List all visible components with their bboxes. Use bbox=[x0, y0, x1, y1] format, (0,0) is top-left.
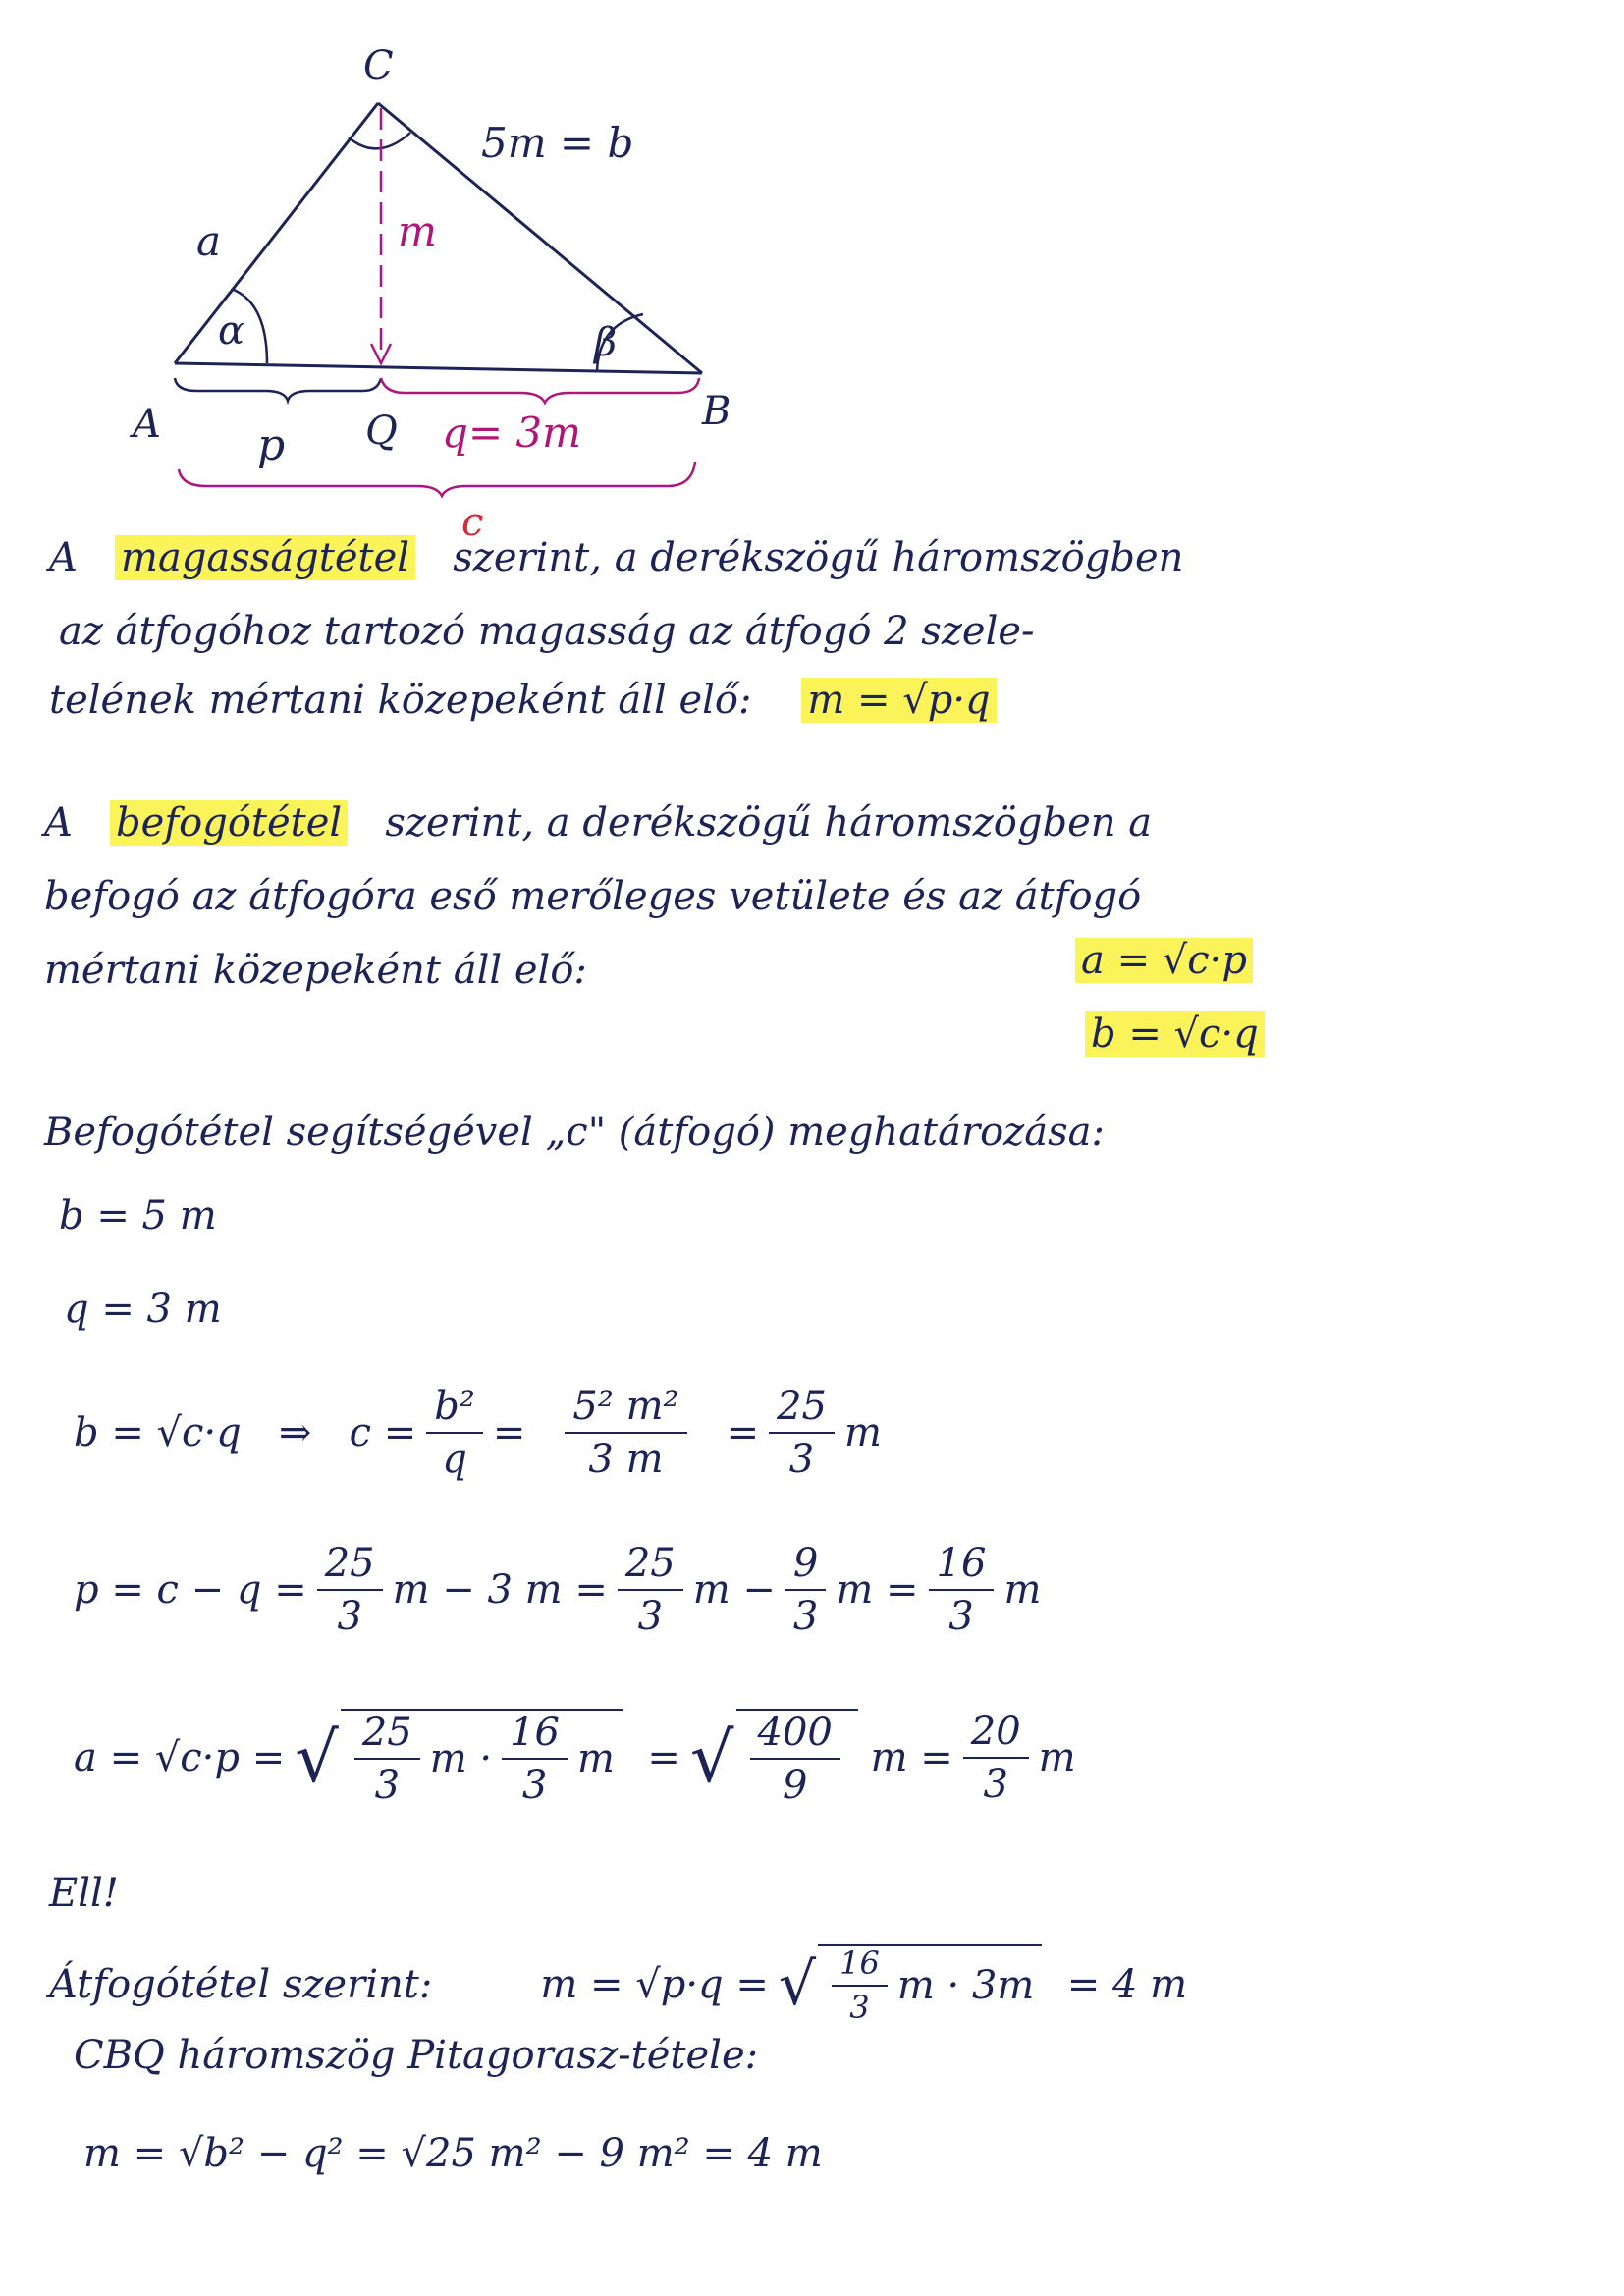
side-b-label: 5m = b bbox=[481, 119, 634, 167]
brace-c bbox=[179, 462, 695, 496]
eq2-mid2: m − bbox=[692, 1567, 776, 1613]
formula-b-highlight: b = √c·q bbox=[1085, 1011, 1265, 1057]
eq2-unit: m bbox=[1003, 1567, 1042, 1613]
eq3-equals: = bbox=[647, 1735, 680, 1780]
equation-c bbox=[74, 1385, 882, 1481]
eq3-radicand-2 bbox=[736, 1709, 858, 1807]
seg-p-label: p bbox=[257, 420, 286, 470]
eq2-frac4-num: 16 bbox=[929, 1542, 995, 1591]
eq3-frac4-num: 20 bbox=[963, 1710, 1029, 1759]
eq3-m: m bbox=[577, 1736, 615, 1781]
formula-a-highlight: a = √c·p bbox=[1075, 938, 1253, 983]
para1-line1-rest: szerint, a derékszögű háromszögben bbox=[453, 535, 1184, 580]
eq1-c: c = bbox=[349, 1410, 417, 1455]
check-title: Ell! bbox=[49, 1871, 119, 1916]
check-frac bbox=[832, 1946, 888, 2025]
eq3-frac1 bbox=[354, 1711, 420, 1807]
brace-q bbox=[381, 378, 699, 403]
eq1-frac1-num: b² bbox=[426, 1385, 483, 1434]
check-line1-b: m = √p·q = bbox=[540, 1962, 769, 2008]
eq1-frac3-den: 3 bbox=[788, 1437, 815, 1482]
eq3-frac2 bbox=[502, 1711, 568, 1807]
check-frac-den: 3 bbox=[849, 1989, 870, 2027]
para1-article: A bbox=[49, 535, 78, 580]
befogotetel-highlight: befogótétel bbox=[110, 800, 348, 846]
eq1-frac2-num: 5² m² bbox=[565, 1385, 686, 1434]
eq2-frac3-num: 9 bbox=[785, 1542, 826, 1591]
eq1-equals-1: = bbox=[492, 1410, 526, 1455]
check-radicand bbox=[818, 1944, 1042, 2025]
angle-gamma-arc bbox=[349, 133, 410, 148]
eq3-frac3 bbox=[750, 1711, 840, 1807]
eq3-frac3-num: 400 bbox=[750, 1711, 840, 1760]
eq2-frac4-den: 3 bbox=[948, 1594, 974, 1639]
para2-line1 bbox=[44, 800, 1152, 846]
vertex-c-label: C bbox=[363, 43, 394, 88]
eq2-frac1-den: 3 bbox=[337, 1594, 362, 1639]
eq2-frac2-den: 3 bbox=[637, 1594, 664, 1639]
eq2-frac3 bbox=[785, 1542, 826, 1638]
check-line3: m = √b² − q² = √25 m² − 9 m² = 4 m bbox=[83, 2131, 823, 2176]
check-line1-c: m · 3m bbox=[896, 1963, 1035, 2009]
eq3-frac3-den: 9 bbox=[782, 1763, 808, 1808]
check-line1-d: = 4 m bbox=[1066, 1962, 1188, 2008]
eq2-frac4 bbox=[929, 1542, 995, 1638]
para1-line3-text: telének mértani közepeként áll elő: bbox=[49, 678, 752, 723]
eq2-frac1 bbox=[317, 1542, 383, 1638]
eq3-frac1-num: 25 bbox=[354, 1711, 420, 1760]
triangle-diagram bbox=[0, 0, 1624, 550]
befogotetel-formula-b bbox=[1085, 1011, 1265, 1057]
equation-p bbox=[74, 1542, 1041, 1638]
para2-article: A bbox=[44, 800, 73, 846]
eq1-unit: m bbox=[843, 1410, 882, 1455]
eq1-lhs: b = √c·q bbox=[74, 1410, 242, 1455]
vertex-b-label: B bbox=[702, 389, 731, 434]
eq3-eq2: m = bbox=[870, 1735, 953, 1780]
eq1-frac1 bbox=[426, 1385, 483, 1481]
eq3-frac2-num: 16 bbox=[502, 1711, 568, 1760]
eq2-frac2-num: 25 bbox=[618, 1542, 683, 1591]
eq2-frac1-num: 25 bbox=[317, 1542, 383, 1591]
para1-line2: az átfogóhoz tartozó magasság az átfogó 2 szele- bbox=[59, 609, 1035, 654]
equation-a bbox=[74, 1709, 1076, 1807]
eq3-radicand bbox=[341, 1709, 623, 1807]
check-line1 bbox=[49, 1944, 1187, 2025]
height-m-label: m bbox=[398, 207, 437, 255]
eq3-frac4 bbox=[963, 1710, 1029, 1806]
eq1-equals-2: = bbox=[726, 1410, 760, 1455]
check-frac-num: 16 bbox=[832, 1946, 888, 1987]
para1-line1 bbox=[49, 535, 1183, 580]
befogotetel-formula-a bbox=[1075, 938, 1253, 983]
eq2-lhs: p = c − q = bbox=[74, 1567, 307, 1613]
eq1-frac2 bbox=[565, 1385, 686, 1481]
magassagtetel-highlight: magasságtétel bbox=[115, 535, 415, 580]
eq3-lhs: a = √c·p = bbox=[74, 1735, 286, 1780]
eq1-frac2-den: 3 m bbox=[588, 1437, 664, 1482]
calc-heading: Befogótétel segítségével „c" (átfogó) meghatározása: bbox=[44, 1110, 1105, 1155]
q-given: q = 3 m bbox=[64, 1286, 222, 1332]
eq2-frac3-den: 3 bbox=[792, 1594, 819, 1639]
seg-c-label: c bbox=[461, 500, 484, 545]
side-ab bbox=[175, 363, 702, 373]
sqrt-icon-3: √ bbox=[778, 1950, 817, 2020]
seg-q-label: q= 3m bbox=[442, 409, 581, 457]
eq1-frac3 bbox=[769, 1385, 835, 1481]
para2-line3: mértani közepeként áll elő: bbox=[44, 948, 587, 993]
b-given: b = 5 m bbox=[59, 1193, 217, 1238]
foot-q-label: Q bbox=[365, 409, 398, 454]
eq3-frac1-den: 3 bbox=[374, 1763, 401, 1808]
side-a-label: a bbox=[196, 217, 222, 265]
brace-p bbox=[175, 378, 381, 401]
para2-line2: befogó az átfogóra eső merőleges vetülete és az átfogó bbox=[44, 874, 1142, 919]
eq3-frac2-den: 3 bbox=[521, 1763, 548, 1808]
eq1-frac3-num: 25 bbox=[769, 1385, 835, 1434]
eq1-frac1-den: q bbox=[442, 1437, 467, 1482]
check-line2: CBQ háromszög Pitagorasz-tétele: bbox=[74, 2033, 759, 2078]
check-line1-a: Átfogótétel szerint: bbox=[49, 1962, 433, 2008]
angle-alpha-label: α bbox=[218, 308, 245, 354]
eq3-frac4-den: 3 bbox=[983, 1762, 1008, 1807]
eq2-mid3: m = bbox=[836, 1567, 919, 1613]
sqrt-icon: √ bbox=[295, 1718, 339, 1798]
sqrt-icon-2: √ bbox=[689, 1718, 734, 1798]
angle-beta-label: β bbox=[594, 320, 618, 365]
para1-line3 bbox=[49, 678, 997, 723]
eq2-mid: m − 3 m = bbox=[392, 1567, 608, 1613]
eq3-unit: m bbox=[1038, 1735, 1076, 1780]
vertex-a-label: A bbox=[133, 402, 161, 447]
magassagtetel-formula: m = √p·q bbox=[801, 678, 996, 723]
implies-icon: ⇒ bbox=[278, 1410, 312, 1455]
para2-line1-rest: szerint, a derékszögű háromszögben a bbox=[385, 800, 1153, 846]
eq3-dot: m · bbox=[429, 1736, 493, 1781]
eq2-frac2 bbox=[618, 1542, 683, 1638]
